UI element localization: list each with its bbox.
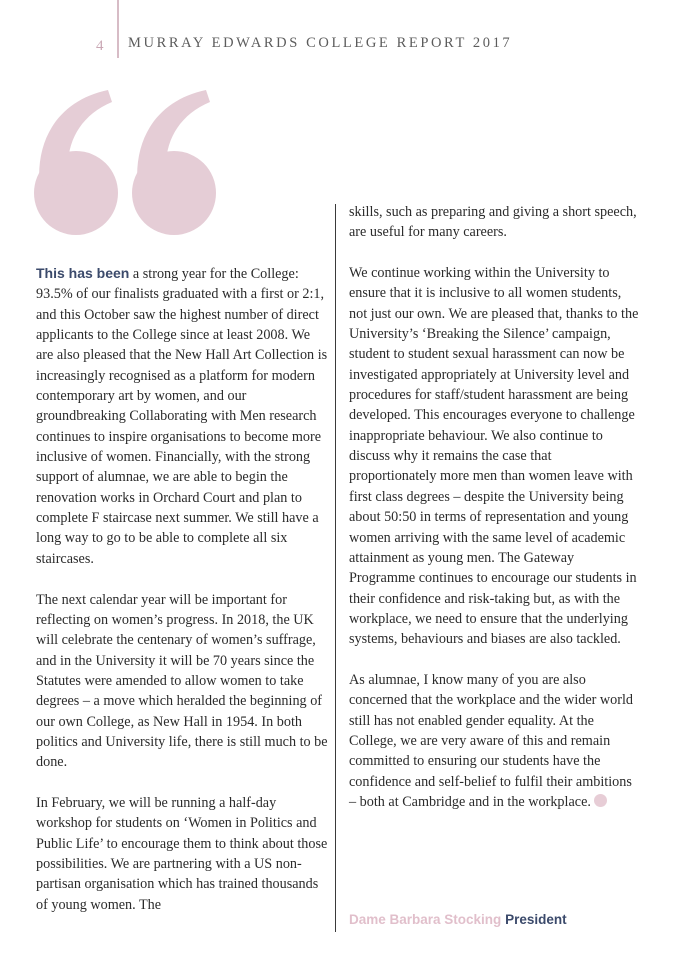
signature [349,912,567,927]
paragraph-text: As alumnae, I know many of you are also concerned that the workplace and the wider world still has not enabled gender equality. At the College, we are very aware of this and remain committed to ensuring our students have the confidence and self-belief to fulfil their ambitions – both at Cambridge and in the workplace. [349,671,634,810]
left-column [36,263,328,935]
header-divider [117,0,119,58]
paragraph: We continue working within the University to ensure that it is inclusive to all women students, not just our own. We are pleased that, thanks to the University’s ‘Breaking the Silence’ campaign, student to student sexual harassment can now be investigated appropriately at University level and procedures for staff/student harassment are being developed. This encourages everyone to challenge inappropriate behaviour. We also continue to discuss why it remains the case that proportionately more men than women leave with first class degrees – despite the University being about 50:50 in terms of representation and young women arriving with the same level of academic attainment as young men. The Gateway Programme continues to encourage our students in their confidence and risk-taking but, as with the workplace, we need to ensure that the underlying systems, behaviours and biases are also tackled. [349,265,639,648]
right-column [349,202,639,833]
page-number: 4 [96,37,105,54]
paragraph-text: a strong year for the College: 93.5% of our finalists graduated with a first or 2:1, and this October saw the highest number of direct applicants to the College since at least 2008. We are also pleased that the New Hall Art Collection is increasingly recognised as a platform for modern contemporary art by women, and our groundbreaking Collaborating with Men research continues to inspire organisations to become more inclusive of women. Financially, with the strong support of alumnae, we are able to begin the renovation works in Orchard Court and plan to complete F staircase next summer. We still have a long way to go to be able to complete all six staircases. [36,266,328,567]
paragraph [349,670,639,812]
column-divider [335,204,336,932]
paragraph: skills, such as preparing and giving a short speech, are useful for many careers. [349,204,637,241]
signatory-role: President [505,912,567,927]
report-title: MURRAY EDWARDS COLLEGE REPORT 2017 [128,35,513,51]
paragraph [36,263,328,569]
paragraph: In February, we will be running a half-day workshop for students on ‘Women in Politics and Public Life’ to encourage them to think about those possibilities. We are partnering with a US non-partisan organisation which has trained thousands of young women. The [36,794,328,913]
page-header [96,34,105,58]
signatory-name: Dame Barbara Stocking [349,912,502,927]
opening-quote-icon [30,78,230,248]
paragraph: The next calendar year will be important for reflecting on women’s progress. In 2018, the UK will celebrate the centenary of women’s suffrage, and in the University it will be 70 years since the Statutes were amended to allow women to take degrees – a move which heralded the beginning of our own College, as New Hall in 1954. In both politics and University life, there is still much to be done. [36,591,328,771]
lead-in: This has been [36,265,130,281]
end-dot-icon [594,794,607,807]
